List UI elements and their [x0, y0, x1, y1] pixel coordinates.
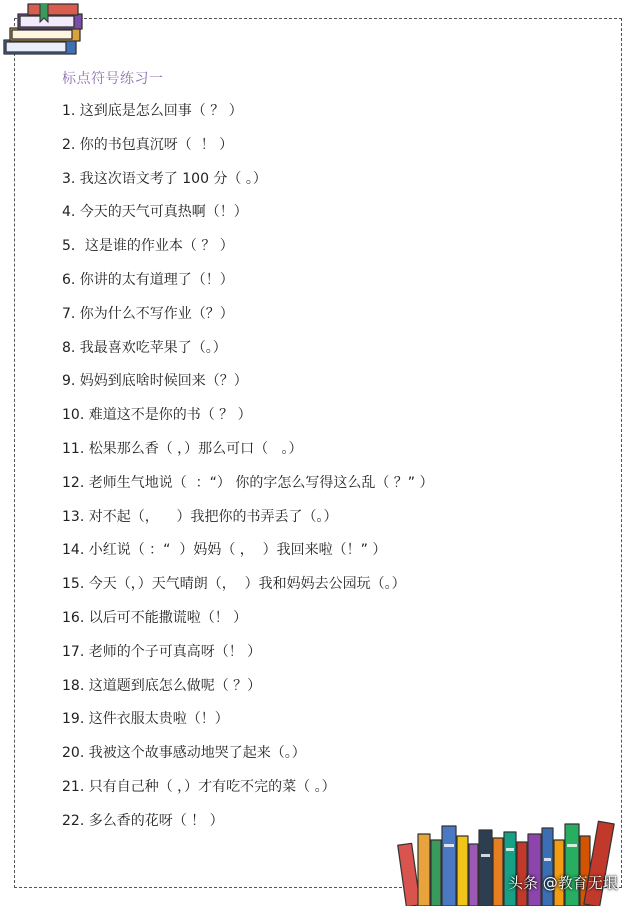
exercise-item: 8. 我最喜欢吃苹果了（。）	[62, 339, 227, 356]
exercise-list	[62, 100, 433, 844]
exercise-item: 14. 小红说（ ：“ ）妈妈（ ， ）我回来啦（！” ）	[62, 542, 387, 559]
exercise-item: 7. 你为什么不写作业（？）	[62, 305, 234, 322]
exercise-item: 13. 对不起（， ）我把你的书弄丢了（。）	[62, 508, 338, 525]
exercise-item: 21. 只有自己种（ ，）才有吃不完的菜（ 。）	[62, 778, 336, 795]
book-stack-icon	[0, 0, 90, 62]
exercise-item: 15. 今天（，）天气晴朗（， ）我和妈妈去公园玩（。）	[62, 576, 406, 593]
exercise-item: 2. 你的书包真沉呀（ ！ ）	[62, 136, 234, 153]
exercise-item: 10. 难道这不是你的书（ ？ ）	[62, 407, 252, 424]
exercise-item: 12. 老师生气地说（ ：“） 你的字怎么写得这么乱（ ？” ）	[62, 474, 434, 491]
exercise-item: 1. 这到底是怎么回事（ ？ ）	[62, 103, 243, 119]
exercise-item: 19. 这件衣服太贵啦（！）	[62, 711, 229, 728]
exercise-item: 22. 多么香的花呀（ ！ ）	[62, 812, 224, 829]
exercise-item: 4. 今天的天气可真热啊（！）	[62, 204, 248, 221]
exercise-item: 18. 这道题到底怎么做呢（ ？）	[62, 677, 262, 694]
exercise-item: 3. 我这次语文考了 100 分（ 。）	[62, 170, 267, 187]
exercise-item: 20. 我被这个故事感动地哭了起来（。）	[62, 745, 306, 762]
exercise-item: 16. 以后可不能撒谎啦（！ ）	[62, 609, 248, 626]
exercise-item: 17. 老师的个子可真高呀（！ ）	[62, 643, 262, 660]
exercise-item: 5．这是谁的作业本（ ？ ）	[62, 238, 234, 255]
watermark: 头条 @教育无垠	[508, 874, 618, 892]
page-title: 标点符号练习一	[62, 71, 164, 87]
exercise-item: 6. 你讲的太有道理了（！）	[62, 271, 234, 288]
exercise-item: 9. 妈妈到底啥时候回来（？）	[62, 373, 248, 390]
exercise-item: 11. 松果那么香（ ，）那么可口（ 。）	[62, 440, 303, 457]
